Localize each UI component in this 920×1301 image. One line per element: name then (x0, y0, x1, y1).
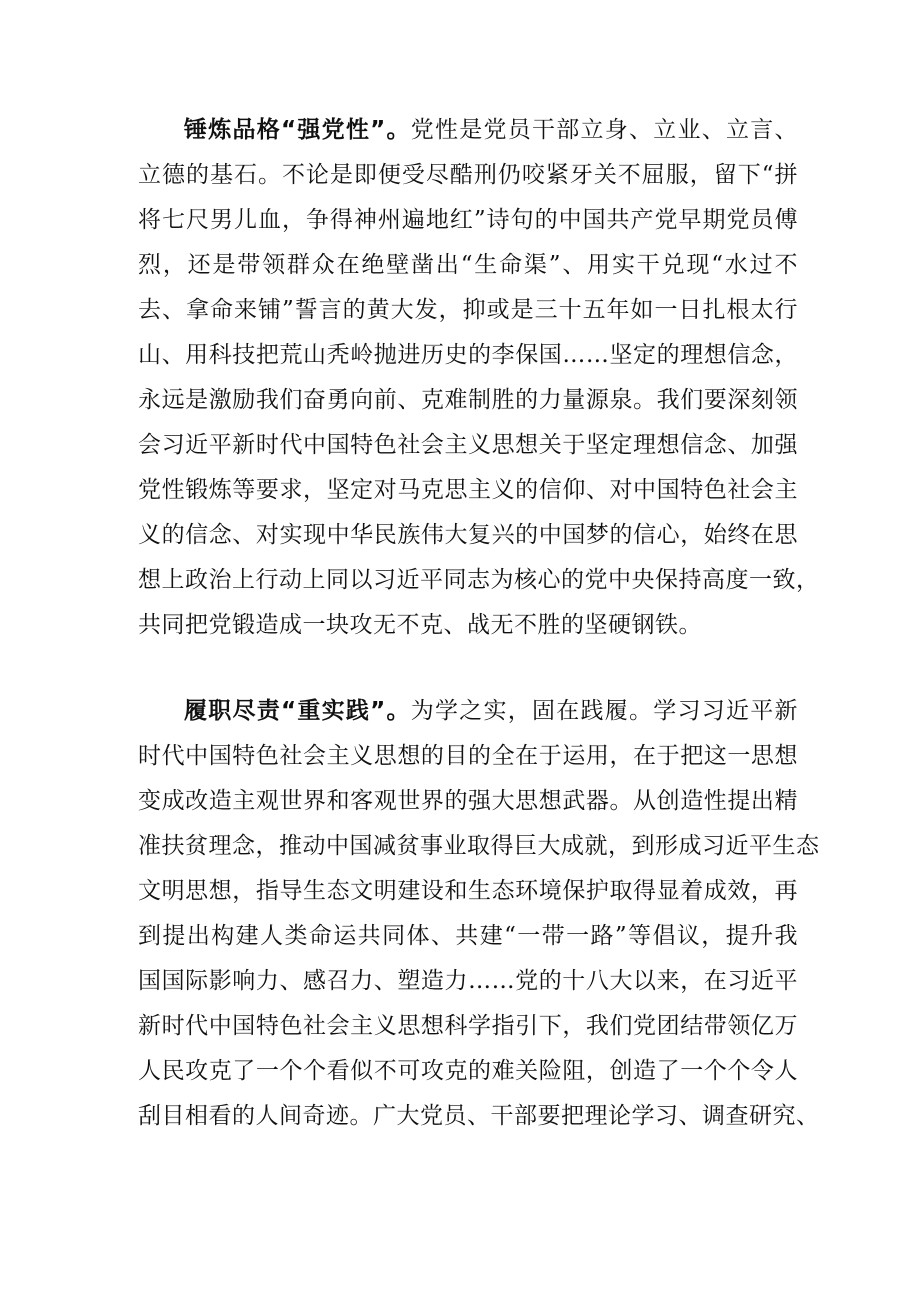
paragraph-emphasize-practice (138, 689, 820, 1139)
paragraph-line: 永远是激励我们奋勇向前、克难制胜的力量源泉。我们要深刻领 (138, 387, 798, 413)
paragraph-line: 山、用科技把荒山秃岭抛进历史的李保国……坚定的理想信念， (138, 342, 798, 368)
line-text: 党性是党员干部立身、立业、立言、 (410, 117, 799, 143)
paragraph-line: 新时代中国特色社会主义思想科学指引下，我们党团结带领亿万 (138, 1013, 798, 1039)
paragraph-line: 去、拿命来铺”誓言的黄大发，抑或是三十五年如一日扎根太行 (138, 297, 798, 323)
paragraph-line: 国国际影响力、感召力、塑造力……党的十八大以来，在习近平 (138, 968, 798, 994)
paragraph-heading: 履职尽责“重实践”。 (184, 698, 411, 724)
paragraph-first-line (138, 108, 798, 153)
paragraph-line: 刮目相看的人间奇迹。广大党员、干部要把理论学习、调查研究、 (138, 1103, 820, 1129)
paragraph-line: 共同把党锻造成一块攻无不克、战无不胜的坚硬钢铁。 (138, 612, 702, 638)
paragraph-heading: 锤炼品格“强党性”。 (184, 117, 411, 143)
paragraph-line: 立德的基石。不论是即便受尽酷刑仍咬紧牙关不屈服，留下“拼 (138, 162, 798, 188)
paragraph-line: 准扶贫理念，推动中国减贫事业取得巨大成就，到形成习近平生态 (138, 833, 820, 859)
paragraph-line: 时代中国特色社会主义思想的目的全在于运用，在于把这一思想 (138, 743, 798, 769)
paragraph-first-line (138, 689, 798, 734)
paragraph-line: 烈，还是带领群众在绝壁凿出“生命渠”、用实干兑现“水过不 (138, 252, 798, 278)
line-text: 为学之实，固在践履。学习习近平新 (410, 698, 799, 724)
paragraph-line: 将七尺男儿血，争得神州遍地红”诗句的中国共产党早期党员傅 (138, 207, 798, 233)
paragraph-line: 会习近平新时代中国特色社会主义思想关于坚定理想信念、加强 (138, 432, 798, 458)
paragraph-line: 文明思想，指导生态文明建设和生态环境保护取得显着成效，再 (138, 878, 798, 904)
paragraph-line: 党性锻炼等要求，坚定对马克思主义的信仰、对中国特色社会主 (138, 477, 798, 503)
paragraph-line: 人民攻克了一个个看似不可攻克的难关险阻，创造了一个个令人 (138, 1058, 798, 1084)
paragraph-line: 变成改造主观世界和客观世界的强大思想武器。从创造性提出精 (138, 788, 798, 814)
paragraph-line: 想上政治上行动上同以习近平同志为核心的党中央保持高度一致， (138, 567, 820, 593)
paragraph-line: 义的信念、对实现中华民族伟大复兴的中国梦的信心，始终在思 (138, 522, 798, 548)
paragraph-line: 到提出构建人类命运共同体、共建“一带一路”等倡议，提升我 (138, 923, 798, 949)
paragraph-strengthen-party-spirit (138, 108, 820, 648)
